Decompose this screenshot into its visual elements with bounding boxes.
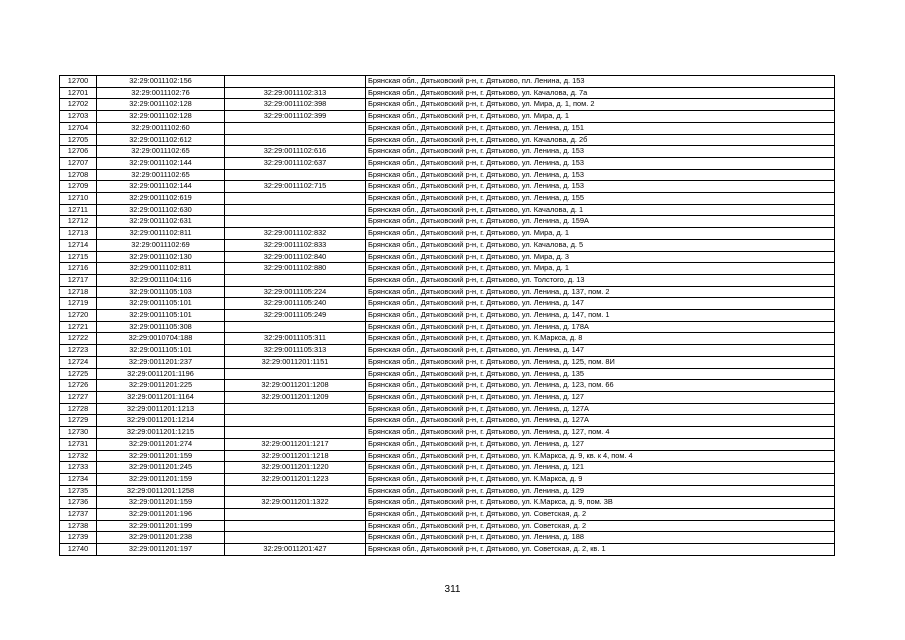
cadastral-number-cell: 32:29:0011201:159 [97,473,225,485]
table-row [60,228,835,240]
address-cell: Брянская обл., Дятьковский р-н, г. Дятьково, пл. Ленина, д. 153 [366,76,835,88]
related-cadastral-number-cell: 32:29:0011201:1151 [225,356,366,368]
row-number-cell: 12727 [60,391,97,403]
table-row [60,485,835,497]
table-row [60,403,835,415]
cadastral-number-cell: 32:29:0011102:612 [97,134,225,146]
table-row [60,473,835,485]
table-row [60,239,835,251]
cadastral-number-cell: 32:29:0011102:128 [97,99,225,111]
related-cadastral-number-cell: 32:29:0011201:1208 [225,380,366,392]
table-row [60,193,835,205]
table-row [60,134,835,146]
cadastral-number-cell: 32:29:0011105:103 [97,286,225,298]
related-cadastral-number-cell: 32:29:0011102:637 [225,157,366,169]
address-cell: Брянская обл., Дятьковский р-н, г. Дятьково, ул. Ленина, д. 127 [366,438,835,450]
table-row [60,169,835,181]
cadastral-number-cell: 32:29:0011102:619 [97,193,225,205]
related-cadastral-number-cell [225,134,366,146]
row-number-cell: 12720 [60,310,97,322]
address-cell: Брянская обл., Дятьковский р-н, г. Дятьково, ул. Ленина, д. 153 [366,181,835,193]
address-cell: Брянская обл., Дятьковский р-н, г. Дятьково, ул. К.Маркса, д. 9 [366,473,835,485]
address-cell: Брянская обл., Дятьковский р-н, г. Дятьково, ул. Ленина, д. 127А [366,415,835,427]
cadastral-number-cell: 32:29:0011102:144 [97,181,225,193]
address-cell: Брянская обл., Дятьковский р-н, г. Дятьково, ул. Ленина, д. 147 [366,298,835,310]
row-number-cell: 12729 [60,415,97,427]
address-cell: Брянская обл., Дятьковский р-н, г. Дятьково, ул. Советская, д. 2 [366,509,835,521]
address-cell: Брянская обл., Дятьковский р-н, г. Дятьково, ул. К.Маркса, д. 8 [366,333,835,345]
related-cadastral-number-cell: 32:29:0011105:249 [225,310,366,322]
row-number-cell: 12736 [60,497,97,509]
address-cell: Брянская обл., Дятьковский р-н, г. Дятьково, ул. Ленина, д. 127 [366,391,835,403]
cadastral-number-cell: 32:29:0011102:811 [97,263,225,275]
related-cadastral-number-cell: 32:29:0011102:880 [225,263,366,275]
address-cell: Брянская обл., Дятьковский р-н, г. Дятьково, ул. Ленина, д. 159А [366,216,835,228]
table-row [60,438,835,450]
related-cadastral-number-cell: 32:29:0011102:832 [225,228,366,240]
related-cadastral-number-cell [225,403,366,415]
related-cadastral-number-cell [225,169,366,181]
address-cell: Брянская обл., Дятьковский р-н, г. Дятьково, ул. Ленина, д. 123, пом. 66 [366,380,835,392]
row-number-cell: 12718 [60,286,97,298]
cadastral-number-cell: 32:29:0011201:238 [97,532,225,544]
address-cell: Брянская обл., Дятьковский р-н, г. Дятьково, ул. Ленина, д. 127А [366,403,835,415]
cadastral-number-cell: 32:29:0011104:116 [97,274,225,286]
related-cadastral-number-cell: 32:29:0011201:1217 [225,438,366,450]
related-cadastral-number-cell [225,122,366,134]
row-number-cell: 12701 [60,87,97,99]
table-row [60,391,835,403]
address-cell: Брянская обл., Дятьковский р-н, г. Дятьково, ул. К.Маркса, д. 9, кв. к 4, пом. 4 [366,450,835,462]
table-row [60,99,835,111]
row-number-cell: 12738 [60,520,97,532]
row-number-cell: 12709 [60,181,97,193]
address-cell: Брянская обл., Дятьковский р-н, г. Дятьково, ул. Ленина, д. 153 [366,146,835,158]
row-number-cell: 12706 [60,146,97,158]
row-number-cell: 12730 [60,427,97,439]
row-number-cell: 12710 [60,193,97,205]
row-number-cell: 12702 [60,99,97,111]
related-cadastral-number-cell: 32:29:0011201:1322 [225,497,366,509]
address-cell: Брянская обл., Дятьковский р-н, г. Дятьково, ул. Ленина, д. 155 [366,193,835,205]
related-cadastral-number-cell [225,532,366,544]
table-row [60,251,835,263]
related-cadastral-number-cell: 32:29:0011201:1220 [225,462,366,474]
table-row [60,415,835,427]
related-cadastral-number-cell: 32:29:0011102:616 [225,146,366,158]
address-cell: Брянская обл., Дятьковский р-н, г. Дятьково, ул. К.Маркса, д. 9, пом. 3В [366,497,835,509]
table-row [60,345,835,357]
related-cadastral-number-cell [225,368,366,380]
cadastral-number-cell: 32:29:0011102:128 [97,111,225,123]
cadastral-number-cell: 32:29:0011201:274 [97,438,225,450]
address-cell: Брянская обл., Дятьковский р-н, г. Дятьково, ул. Мира, д. 1 [366,228,835,240]
address-cell: Брянская обл., Дятьковский р-н, г. Дятьково, ул. Ленина, д. 129 [366,485,835,497]
related-cadastral-number-cell [225,76,366,88]
registry-table [59,75,835,556]
cadastral-number-cell: 32:29:0011201:197 [97,544,225,556]
address-cell: Брянская обл., Дятьковский р-н, г. Дятьково, ул. Советская, д. 2, кв. 1 [366,544,835,556]
table-row [60,76,835,88]
table-row [60,427,835,439]
address-cell: Брянская обл., Дятьковский р-н, г. Дятьково, ул. Ленина, д. 147, пом. 1 [366,310,835,322]
address-cell: Брянская обл., Дятьковский р-н, г. Дятьково, ул. Мира, д. 1 [366,263,835,275]
row-number-cell: 12724 [60,356,97,368]
address-cell: Брянская обл., Дятьковский р-н, г. Дятьково, ул. Качалова, д. 7а [366,87,835,99]
related-cadastral-number-cell: 32:29:0011105:311 [225,333,366,345]
table-row [60,368,835,380]
cadastral-number-cell: 32:29:0011102:631 [97,216,225,228]
table-row [60,356,835,368]
cadastral-number-cell: 32:29:0011201:196 [97,509,225,521]
row-number-cell: 12721 [60,321,97,333]
cadastral-number-cell: 32:29:0011201:159 [97,497,225,509]
table-row [60,497,835,509]
cadastral-number-cell: 32:29:0011105:101 [97,310,225,322]
cadastral-number-cell: 32:29:0011102:69 [97,239,225,251]
cadastral-number-cell: 32:29:0011102:65 [97,169,225,181]
cadastral-number-cell: 32:29:0011201:1214 [97,415,225,427]
table-row [60,333,835,345]
table-row [60,274,835,286]
row-number-cell: 12737 [60,509,97,521]
cadastral-number-cell: 32:29:0011201:1215 [97,427,225,439]
related-cadastral-number-cell [225,216,366,228]
related-cadastral-number-cell [225,204,366,216]
address-cell: Брянская обл., Дятьковский р-н, г. Дятьково, ул. Ленина, д. 121 [366,462,835,474]
table-row [60,509,835,521]
table-row [60,122,835,134]
cadastral-number-cell: 32:29:0011201:1213 [97,403,225,415]
related-cadastral-number-cell: 32:29:0011102:399 [225,111,366,123]
table-row [60,111,835,123]
row-number-cell: 12704 [60,122,97,134]
table-row [60,532,835,544]
related-cadastral-number-cell: 32:29:0011102:398 [225,99,366,111]
address-cell: Брянская обл., Дятьковский р-н, г. Дятьково, ул. Мира, д. 3 [366,251,835,263]
row-number-cell: 12719 [60,298,97,310]
row-number-cell: 12714 [60,239,97,251]
row-number-cell: 12723 [60,345,97,357]
related-cadastral-number-cell: 32:29:0011102:313 [225,87,366,99]
row-number-cell: 12731 [60,438,97,450]
row-number-cell: 12722 [60,333,97,345]
row-number-cell: 12707 [60,157,97,169]
table-row [60,286,835,298]
registry-table-body [60,76,835,556]
address-cell: Брянская обл., Дятьковский р-н, г. Дятьково, ул. Ленина, д. 137, пом. 2 [366,286,835,298]
cadastral-number-cell: 32:29:0011201:1196 [97,368,225,380]
table-row [60,216,835,228]
address-cell: Брянская обл., Дятьковский р-н, г. Дятьково, ул. Советская, д. 2 [366,520,835,532]
table-row [60,380,835,392]
cadastral-number-cell: 32:29:0011105:308 [97,321,225,333]
cadastral-number-cell: 32:29:0011102:630 [97,204,225,216]
related-cadastral-number-cell [225,485,366,497]
cadastral-number-cell: 32:29:0011102:76 [97,87,225,99]
address-cell: Брянская обл., Дятьковский р-н, г. Дятьково, ул. Ленина, д. 147 [366,345,835,357]
address-cell: Брянская обл., Дятьковский р-н, г. Дятьково, ул. Ленина, д. 153 [366,169,835,181]
address-cell: Брянская обл., Дятьковский р-н, г. Дятьково, ул. Ленина, д. 135 [366,368,835,380]
related-cadastral-number-cell [225,509,366,521]
address-cell: Брянская обл., Дятьковский р-н, г. Дятьково, ул. Ленина, д. 125, пом. 8И [366,356,835,368]
row-number-cell: 12712 [60,216,97,228]
cadastral-number-cell: 32:29:0011201:159 [97,450,225,462]
address-cell: Брянская обл., Дятьковский р-н, г. Дятьково, ул. Ленина, д. 153 [366,157,835,169]
table-row [60,298,835,310]
address-cell: Брянская обл., Дятьковский р-н, г. Дятьково, ул. Качалова, д. 1 [366,204,835,216]
address-cell: Брянская обл., Дятьковский р-н, г. Дятьково, ул. Ленина, д. 151 [366,122,835,134]
address-cell: Брянская обл., Дятьковский р-н, г. Дятьково, ул. Ленина, д. 188 [366,532,835,544]
table-row [60,146,835,158]
cadastral-number-cell: 32:29:0011102:60 [97,122,225,134]
cadastral-number-cell: 32:29:0010704:188 [97,333,225,345]
page-number: 311 [444,584,461,595]
related-cadastral-number-cell [225,321,366,333]
table-row [60,321,835,333]
related-cadastral-number-cell [225,193,366,205]
row-number-cell: 12700 [60,76,97,88]
table-row [60,204,835,216]
row-number-cell: 12716 [60,263,97,275]
cadastral-number-cell: 32:29:0011201:237 [97,356,225,368]
address-cell: Брянская обл., Дятьковский р-н, г. Дятьково, ул. Качалова, д. 5 [366,239,835,251]
cadastral-number-cell: 32:29:0011105:101 [97,298,225,310]
related-cadastral-number-cell: 32:29:0011102:840 [225,251,366,263]
related-cadastral-number-cell: 32:29:0011105:224 [225,286,366,298]
address-cell: Брянская обл., Дятьковский р-н, г. Дятьково, ул. Ленина, д. 178А [366,321,835,333]
row-number-cell: 12734 [60,473,97,485]
cadastral-number-cell: 32:29:0011201:1258 [97,485,225,497]
row-number-cell: 12735 [60,485,97,497]
related-cadastral-number-cell: 32:29:0011102:715 [225,181,366,193]
row-number-cell: 12715 [60,251,97,263]
table-row [60,544,835,556]
row-number-cell: 12728 [60,403,97,415]
row-number-cell: 12713 [60,228,97,240]
cadastral-number-cell: 32:29:0011102:65 [97,146,225,158]
related-cadastral-number-cell: 32:29:0011201:1218 [225,450,366,462]
row-number-cell: 12717 [60,274,97,286]
address-cell: Брянская обл., Дятьковский р-н, г. Дятьково, ул. Мира, д. 1, пом. 2 [366,99,835,111]
related-cadastral-number-cell [225,520,366,532]
related-cadastral-number-cell: 32:29:0011201:1209 [225,391,366,403]
row-number-cell: 12740 [60,544,97,556]
table-row [60,263,835,275]
address-cell: Брянская обл., Дятьковский р-н, г. Дятьково, ул. Толстого, д. 13 [366,274,835,286]
table-row [60,181,835,193]
related-cadastral-number-cell [225,415,366,427]
cadastral-number-cell: 32:29:0011201:199 [97,520,225,532]
table-row [60,87,835,99]
table-row [60,450,835,462]
cadastral-number-cell: 32:29:0011201:245 [97,462,225,474]
cadastral-number-cell: 32:29:0011105:101 [97,345,225,357]
row-number-cell: 12733 [60,462,97,474]
row-number-cell: 12711 [60,204,97,216]
row-number-cell: 12725 [60,368,97,380]
address-cell: Брянская обл., Дятьковский р-н, г. Дятьково, ул. Качалова, д. 2б [366,134,835,146]
related-cadastral-number-cell: 32:29:0011201:427 [225,544,366,556]
row-number-cell: 12705 [60,134,97,146]
table-row [60,157,835,169]
related-cadastral-number-cell [225,427,366,439]
table-row [60,462,835,474]
address-cell: Брянская обл., Дятьковский р-н, г. Дятьково, ул. Мира, д. 1 [366,111,835,123]
row-number-cell: 12703 [60,111,97,123]
cadastral-number-cell: 32:29:0011102:156 [97,76,225,88]
related-cadastral-number-cell: 32:29:0011102:833 [225,239,366,251]
related-cadastral-number-cell: 32:29:0011105:240 [225,298,366,310]
related-cadastral-number-cell [225,274,366,286]
row-number-cell: 12708 [60,169,97,181]
row-number-cell: 12732 [60,450,97,462]
cadastral-number-cell: 32:29:0011102:811 [97,228,225,240]
related-cadastral-number-cell: 32:29:0011201:1223 [225,473,366,485]
cadastral-number-cell: 32:29:0011201:1164 [97,391,225,403]
row-number-cell: 12739 [60,532,97,544]
cadastral-number-cell: 32:29:0011201:225 [97,380,225,392]
related-cadastral-number-cell: 32:29:0011105:313 [225,345,366,357]
cadastral-number-cell: 32:29:0011102:130 [97,251,225,263]
table-row [60,310,835,322]
address-cell: Брянская обл., Дятьковский р-н, г. Дятьково, ул. Ленина, д. 127, пом. 4 [366,427,835,439]
table-row [60,520,835,532]
cadastral-number-cell: 32:29:0011102:144 [97,157,225,169]
row-number-cell: 12726 [60,380,97,392]
